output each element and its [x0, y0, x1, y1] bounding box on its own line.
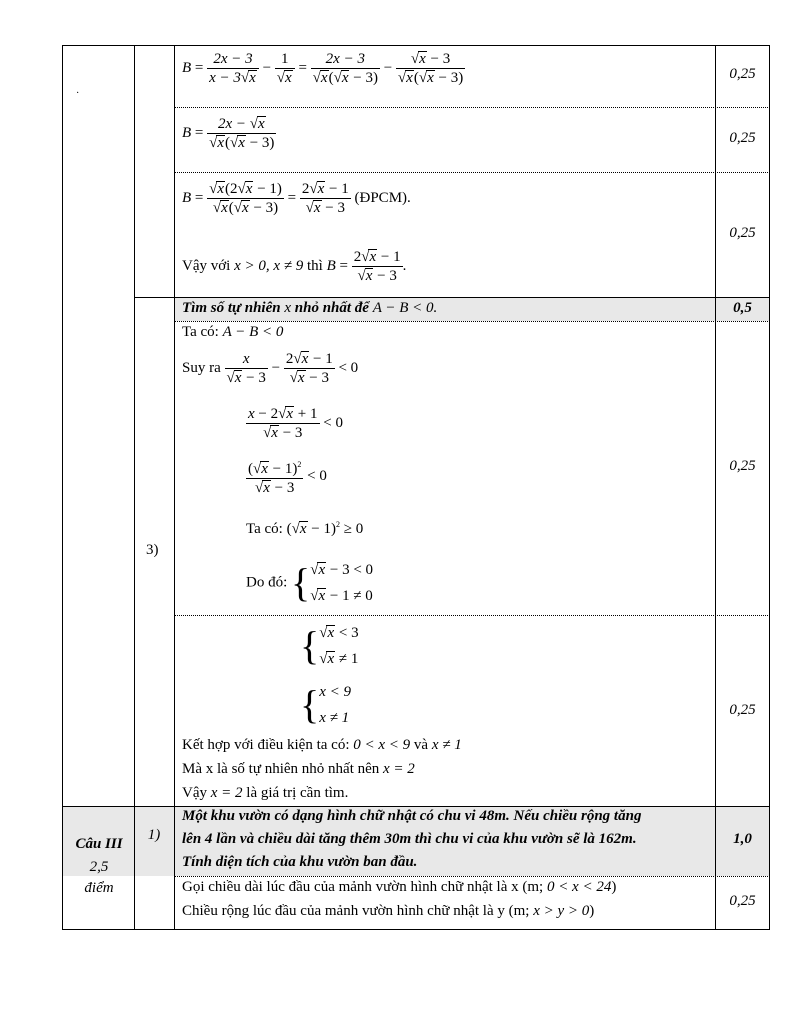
- vay-end-text: là giá trị cần tìm.: [246, 785, 349, 801]
- score-r2: 0,25: [729, 130, 756, 146]
- thi-text: thì: [307, 257, 323, 274]
- system-sqrt: { √x < 3 √x ≠ 1: [300, 623, 359, 668]
- vay-voi-text: Vậy với: [182, 257, 231, 274]
- q3-title-c: A − B < 0.: [372, 300, 438, 316]
- formula-b-step2: B = $\frac{2x - √x}{√x(√x - 3)}$: [182, 116, 275, 151]
- vay-expr: x = 2: [210, 785, 243, 801]
- suy-ra-line: Suy ra $\frac{x}{√x - 3}$ − $\frac{2√x - 1}{√x - 3}$ < 0: [182, 351, 359, 386]
- q3-title: [182, 300, 437, 317]
- score-r6: 0,25: [729, 893, 756, 909]
- goi-l1-expr: 0 < x < 24: [546, 879, 612, 895]
- goi-l2-expr: x > y > 0: [533, 903, 590, 919]
- row-sep-2: [174, 172, 770, 173]
- ta-co2-text: Ta có:: [246, 521, 283, 537]
- row-sep-4: [174, 321, 770, 322]
- goi-line-1: [182, 879, 616, 896]
- problem-line-3: Tính diện tích của khu vườn ban đầu.: [182, 854, 418, 870]
- ta-co-square-line: Ta có: $(√x - 1)^2 \ge 0$: [246, 520, 364, 537]
- dpcm-label: (ĐPCM).: [354, 189, 411, 206]
- goi-line-2: [182, 903, 594, 920]
- col-divider-1: [134, 45, 135, 930]
- ket-hop-expr2: x ≠ 1: [431, 737, 462, 753]
- goi-l2-end: ): [589, 903, 595, 919]
- ta-co-text: Ta có:: [182, 324, 219, 340]
- conclusion-line: Vậy với x > 0, x ≠ 9 thì B = $\frac{2√x - 1}{√x - 3}$ .: [182, 249, 407, 284]
- condition-expr: x > 0, x ≠ 9: [234, 257, 304, 274]
- goi-l2-text: Chiều rộng lúc đầu của mảnh vườn hình chữ nhật là y (m;: [182, 903, 530, 919]
- cau3-part-label: 1): [147, 827, 161, 843]
- do-do-line: Do đó: { √x − 3 < 0 √x − 1 ≠ 0: [246, 560, 374, 605]
- suy-ra-text: Suy ra: [182, 359, 221, 376]
- q3-title-b: nhỏ nhất để: [294, 300, 369, 316]
- q3-title-a: Tìm số tự nhiên: [182, 300, 281, 316]
- part-3-label: 3): [146, 542, 159, 558]
- step-fraction-2: $\frac{(√x - 1)^2}{√x - 3}$ < 0: [246, 456, 327, 497]
- cau3-unit: điểm: [84, 880, 114, 896]
- row-sep-6: [62, 806, 770, 807]
- score-r4: 0,25: [729, 458, 756, 474]
- formula-b-step1: B = $\frac{2x - 3}{x - 3√x}$ − $\frac{1}{√x}$ = $\frac{2x - 3}{√x(√x - 3)}$ − $\frac{√x - 3}{√x(√x - 3)}$: [182, 51, 464, 86]
- score-r5: 0,25: [729, 702, 756, 718]
- score-r1: 0,25: [729, 66, 756, 82]
- row-sep-3: [134, 297, 770, 298]
- ta-co-expr: A − B < 0: [222, 324, 284, 340]
- cau3-label: Câu III: [75, 836, 123, 852]
- score-q3-title: 0,5: [733, 300, 752, 316]
- step-fraction-1: $\frac{x - 2√x + 1}{√x - 3}$ < 0: [248, 406, 343, 441]
- margin-dot: ·: [76, 88, 80, 99]
- ge0-expr: ≥ 0: [343, 521, 364, 537]
- ma-x-text: Mà x là số tự nhiên nhỏ nhất nên: [182, 761, 380, 777]
- row-sep-5: [174, 615, 770, 616]
- va-text: và: [413, 737, 429, 753]
- col-divider-3: [715, 45, 716, 930]
- score-r3: 0,25: [729, 225, 756, 241]
- answer-table: [62, 45, 770, 930]
- ket-hop-line: [182, 737, 462, 754]
- row-sep-7: [174, 876, 770, 877]
- ta-co-line: [182, 324, 283, 341]
- score-cau3-title: 1,0: [733, 831, 752, 847]
- ket-hop-text: Kết hợp với điều kiện ta có:: [182, 737, 350, 753]
- row-sep-1: [174, 107, 770, 108]
- goi-l1-end: ): [611, 879, 617, 895]
- problem-line-2: lên 4 lần và chiều dài tăng thêm 30m thì chu vi của khu vườn sẽ là 162m.: [182, 831, 637, 847]
- system-x: { x < 9 x ≠ 1: [300, 682, 351, 727]
- problem-line-1: Một khu vườn có dạng hình chữ nhật có chu vi 48m. Nếu chiều rộng tăng: [182, 808, 642, 824]
- ket-hop-expr: 0 < x < 9: [353, 737, 411, 753]
- ma-x-expr: x = 2: [383, 761, 415, 777]
- vay-text: Vậy: [182, 785, 207, 801]
- cau3-points: 2,5: [89, 859, 109, 875]
- goi-l1-text: Gọi chiều dài lúc đầu của mảnh vườn hình chữ nhật là x (m;: [182, 879, 544, 895]
- col-divider-2: [174, 45, 175, 930]
- formula-b-step3: B = $\frac{√x(2√x - 1)}{√x(√x - 3)}$ = $\frac{2√x - 1}{√x - 3}$ (ĐPCM).: [182, 181, 411, 216]
- vay-line: [182, 785, 348, 802]
- ma-x-line: [182, 761, 415, 778]
- q3-title-x: x: [284, 300, 292, 316]
- do-do-text: Do đó:: [246, 574, 288, 591]
